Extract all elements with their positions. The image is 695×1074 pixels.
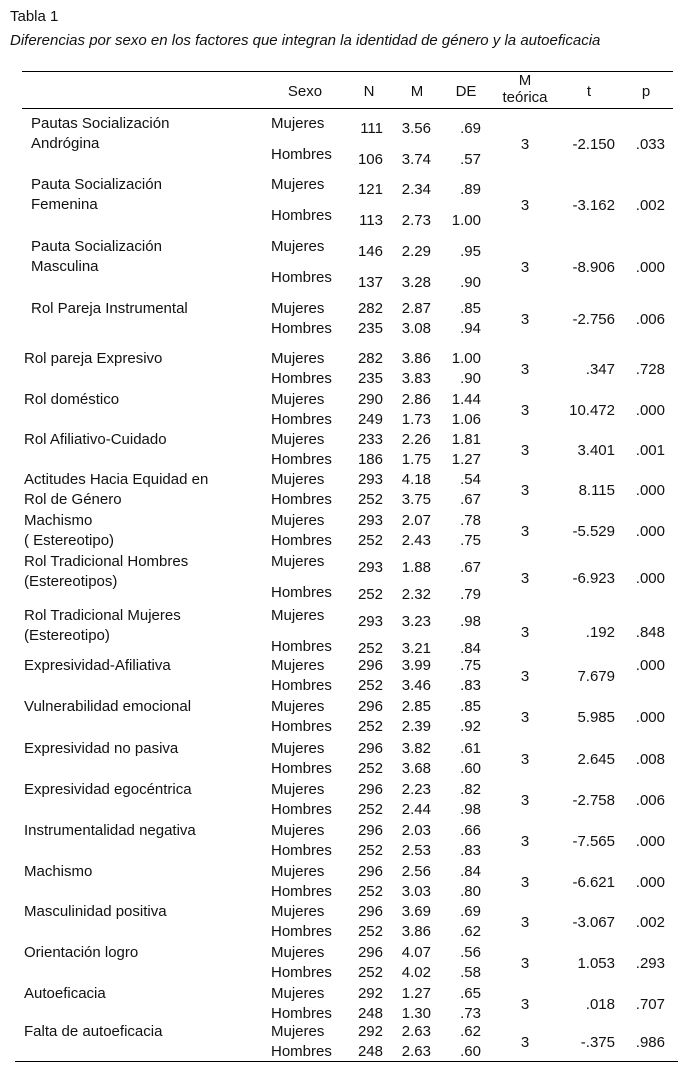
m-teorica-cell: 3 bbox=[520, 361, 530, 378]
n-cell: 252 bbox=[357, 842, 383, 859]
de-cell: .85 bbox=[460, 300, 481, 317]
n-cell: 111 bbox=[360, 120, 383, 137]
p-cell: .000 bbox=[635, 259, 665, 276]
sexo-cell: Hombres bbox=[271, 411, 332, 428]
de-cell: 1.00 bbox=[451, 212, 481, 229]
m-cell: 2.29 bbox=[401, 243, 431, 260]
bottom-rule bbox=[15, 1061, 678, 1062]
factor-label: Rol pareja Expresivo bbox=[24, 350, 163, 367]
t-cell: 5.985 bbox=[577, 709, 615, 726]
de-cell: .84 bbox=[460, 640, 481, 657]
sexo-cell: Hombres bbox=[271, 451, 332, 468]
n-cell: 296 bbox=[357, 944, 383, 961]
sexo-cell: Mujeres bbox=[271, 553, 325, 570]
header-m-teorica-line2: teórica bbox=[502, 89, 548, 106]
m-cell: 2.32 bbox=[401, 586, 431, 603]
t-cell: -7.565 bbox=[572, 833, 615, 850]
sexo-cell: Mujeres bbox=[271, 350, 325, 367]
sexo-cell: Mujeres bbox=[271, 822, 325, 839]
de-cell: .84 bbox=[460, 863, 481, 880]
sexo-cell: Mujeres bbox=[271, 740, 325, 757]
factor-label: Masculinidad positiva bbox=[24, 903, 167, 920]
t-cell: 2.645 bbox=[577, 751, 615, 768]
factor-label: Orientación logro bbox=[24, 944, 139, 961]
m-cell: 3.74 bbox=[401, 151, 431, 168]
factor-label: Machismo bbox=[24, 863, 93, 880]
de-cell: .62 bbox=[460, 1023, 481, 1040]
p-cell: .986 bbox=[635, 1034, 665, 1051]
header-de: DE bbox=[455, 83, 477, 100]
t-cell: .347 bbox=[585, 361, 615, 378]
m-cell: 2.07 bbox=[401, 512, 431, 529]
n-cell: 121 bbox=[357, 181, 383, 198]
t-cell: 1.053 bbox=[577, 955, 615, 972]
de-cell: .75 bbox=[460, 532, 481, 549]
n-cell: 293 bbox=[357, 512, 383, 529]
sexo-cell: Hombres bbox=[271, 638, 332, 655]
de-cell: .98 bbox=[460, 613, 481, 630]
n-cell: 290 bbox=[357, 391, 383, 408]
n-cell: 248 bbox=[357, 1043, 383, 1060]
sexo-cell: Hombres bbox=[271, 801, 332, 818]
t-cell: 10.472 bbox=[569, 402, 615, 419]
n-cell: 282 bbox=[357, 350, 383, 367]
t-cell: -6.621 bbox=[572, 874, 615, 891]
m-cell: 3.23 bbox=[401, 613, 431, 630]
sexo-cell: Mujeres bbox=[271, 176, 325, 193]
t-cell: -2.758 bbox=[572, 792, 615, 809]
n-cell: 235 bbox=[357, 370, 383, 387]
m-teorica-cell: 3 bbox=[520, 624, 530, 641]
factor-label: (Estereotipo) bbox=[24, 627, 110, 644]
p-cell: .002 bbox=[635, 197, 665, 214]
sexo-cell: Hombres bbox=[271, 1043, 332, 1060]
m-cell: 2.85 bbox=[401, 698, 431, 715]
de-cell: .62 bbox=[460, 923, 481, 940]
de-cell: .95 bbox=[460, 243, 481, 260]
de-cell: .60 bbox=[460, 760, 481, 777]
de-cell: .89 bbox=[460, 181, 481, 198]
n-cell: 282 bbox=[357, 300, 383, 317]
m-cell: 3.69 bbox=[401, 903, 431, 920]
factor-label: Andrógina bbox=[31, 135, 100, 152]
de-cell: .67 bbox=[460, 491, 481, 508]
de-cell: .85 bbox=[460, 698, 481, 715]
m-cell: 3.86 bbox=[401, 923, 431, 940]
n-cell: 106 bbox=[357, 151, 383, 168]
sexo-cell: Hombres bbox=[271, 923, 332, 940]
n-cell: 293 bbox=[357, 471, 383, 488]
sexo-cell: Mujeres bbox=[271, 607, 325, 624]
m-teorica-cell: 3 bbox=[520, 311, 530, 328]
m-cell: 1.27 bbox=[401, 985, 431, 1002]
factor-label: Instrumentalidad negativa bbox=[24, 822, 196, 839]
factor-label: Pautas Socialización bbox=[31, 115, 170, 132]
de-cell: .94 bbox=[460, 320, 481, 337]
m-cell: 3.82 bbox=[401, 740, 431, 757]
m-cell: 2.63 bbox=[401, 1023, 431, 1040]
sexo-cell: Hombres bbox=[271, 370, 332, 387]
n-cell: 252 bbox=[357, 760, 383, 777]
sexo-cell: Mujeres bbox=[271, 115, 325, 132]
m-teorica-cell: 3 bbox=[520, 668, 530, 685]
table-caption: Diferencias por sexo en los factores que integran la identidad de género y la autoeficacia bbox=[10, 32, 601, 49]
sexo-cell: Hombres bbox=[271, 677, 332, 694]
factor-label: Expresividad-Afiliativa bbox=[24, 657, 171, 674]
n-cell: 296 bbox=[357, 822, 383, 839]
sexo-cell: Hombres bbox=[271, 584, 332, 601]
sexo-cell: Mujeres bbox=[271, 512, 325, 529]
m-cell: 2.73 bbox=[401, 212, 431, 229]
de-cell: .65 bbox=[460, 985, 481, 1002]
sexo-cell: Hombres bbox=[271, 842, 332, 859]
t-cell: 8.115 bbox=[578, 482, 615, 499]
sexo-cell: Mujeres bbox=[271, 698, 325, 715]
m-cell: 3.03 bbox=[401, 883, 431, 900]
n-cell: 252 bbox=[357, 883, 383, 900]
sexo-cell: Hombres bbox=[271, 320, 332, 337]
m-teorica-cell: 3 bbox=[520, 874, 530, 891]
de-cell: .83 bbox=[460, 842, 481, 859]
factor-label: Rol de Género bbox=[24, 491, 122, 508]
t-cell: -2.150 bbox=[572, 136, 615, 153]
n-cell: 252 bbox=[357, 718, 383, 735]
n-cell: 252 bbox=[357, 964, 383, 981]
factor-label: Expresividad egocéntrica bbox=[24, 781, 192, 798]
de-cell: .58 bbox=[460, 964, 481, 981]
m-cell: 2.87 bbox=[401, 300, 431, 317]
m-cell: 3.68 bbox=[401, 760, 431, 777]
de-cell: .78 bbox=[460, 512, 481, 529]
n-cell: 296 bbox=[357, 781, 383, 798]
m-cell: 2.39 bbox=[401, 718, 431, 735]
header-sexo: Sexo bbox=[287, 83, 323, 100]
m-teorica-cell: 3 bbox=[520, 996, 530, 1013]
factor-label: Rol Pareja Instrumental bbox=[31, 300, 188, 317]
de-cell: .79 bbox=[460, 586, 481, 603]
n-cell: 252 bbox=[357, 586, 383, 603]
n-cell: 248 bbox=[357, 1005, 383, 1022]
p-cell: .033 bbox=[635, 136, 665, 153]
de-cell: 1.44 bbox=[451, 391, 481, 408]
n-cell: 252 bbox=[357, 923, 383, 940]
factor-label: Autoeficacia bbox=[24, 985, 106, 1002]
m-cell: 3.99 bbox=[401, 657, 431, 674]
p-cell: .000 bbox=[635, 833, 665, 850]
sexo-cell: Mujeres bbox=[271, 471, 325, 488]
t-cell: 7.679 bbox=[577, 668, 615, 685]
factor-label: ( Estereotipo) bbox=[24, 532, 115, 549]
m-teorica-cell: 3 bbox=[520, 792, 530, 809]
p-cell: .002 bbox=[635, 914, 665, 931]
m-teorica-cell: 3 bbox=[520, 1034, 530, 1051]
de-cell: .60 bbox=[460, 1043, 481, 1060]
m-teorica-cell: 3 bbox=[520, 259, 530, 276]
top-rule bbox=[22, 71, 673, 72]
t-cell: .018 bbox=[585, 996, 615, 1013]
sexo-cell: Mujeres bbox=[271, 391, 325, 408]
table-title: Tabla 1 bbox=[10, 8, 59, 25]
de-cell: .98 bbox=[460, 801, 481, 818]
de-cell: .57 bbox=[460, 151, 481, 168]
p-cell: .848 bbox=[635, 624, 665, 641]
de-cell: .69 bbox=[460, 903, 481, 920]
sexo-cell: Hombres bbox=[271, 146, 332, 163]
p-cell: .006 bbox=[635, 792, 665, 809]
m-cell: 4.07 bbox=[401, 944, 431, 961]
factor-label: Rol doméstico bbox=[24, 391, 120, 408]
n-cell: 252 bbox=[357, 677, 383, 694]
p-cell: .000 bbox=[635, 874, 665, 891]
m-cell: 3.86 bbox=[401, 350, 431, 367]
factor-label: Expresividad no pasiva bbox=[24, 740, 179, 757]
m-cell: 1.30 bbox=[401, 1005, 431, 1022]
m-teorica-cell: 3 bbox=[520, 955, 530, 972]
m-teorica-cell: 3 bbox=[520, 402, 530, 419]
p-cell: .000 bbox=[635, 657, 665, 674]
sexo-cell: Hombres bbox=[271, 718, 332, 735]
factor-label: Rol Tradicional Hombres bbox=[24, 553, 189, 570]
t-cell: -3.162 bbox=[572, 197, 615, 214]
header-t: t bbox=[586, 83, 592, 100]
t-cell: -6.923 bbox=[572, 570, 615, 587]
m-cell: 2.34 bbox=[401, 181, 431, 198]
factor-label: Femenina bbox=[31, 196, 98, 213]
sexo-cell: Mujeres bbox=[271, 985, 325, 1002]
de-cell: .80 bbox=[460, 883, 481, 900]
t-cell: 3.401 bbox=[577, 442, 615, 459]
n-cell: 252 bbox=[357, 491, 383, 508]
m-cell: 3.56 bbox=[401, 120, 431, 137]
de-cell: 1.81 bbox=[451, 431, 481, 448]
p-cell: .293 bbox=[635, 955, 665, 972]
sexo-cell: Hombres bbox=[271, 491, 332, 508]
header-rule bbox=[22, 108, 673, 109]
n-cell: 252 bbox=[357, 532, 383, 549]
n-cell: 296 bbox=[357, 740, 383, 757]
m-cell: 1.88 bbox=[401, 559, 431, 576]
sexo-cell: Mujeres bbox=[271, 300, 325, 317]
factor-label: Falta de autoeficacia bbox=[24, 1023, 163, 1040]
t-cell: -2.756 bbox=[572, 311, 615, 328]
m-teorica-cell: 3 bbox=[520, 482, 530, 499]
header-m: M bbox=[410, 83, 424, 100]
m-cell: 2.44 bbox=[401, 801, 431, 818]
n-cell: 292 bbox=[357, 985, 383, 1002]
p-cell: .008 bbox=[635, 751, 665, 768]
m-teorica-cell: 3 bbox=[520, 709, 530, 726]
de-cell: .61 bbox=[460, 740, 481, 757]
p-cell: .728 bbox=[635, 361, 665, 378]
n-cell: 235 bbox=[357, 320, 383, 337]
p-cell: .000 bbox=[635, 570, 665, 587]
m-cell: 2.26 bbox=[401, 431, 431, 448]
factor-label: Pauta Socialización bbox=[31, 238, 162, 255]
de-cell: .73 bbox=[460, 1005, 481, 1022]
factor-label: Actitudes Hacia Equidad en bbox=[24, 471, 209, 488]
p-cell: .000 bbox=[635, 709, 665, 726]
de-cell: .75 bbox=[460, 657, 481, 674]
de-cell: 1.00 bbox=[451, 350, 481, 367]
m-teorica-cell: 3 bbox=[520, 136, 530, 153]
header-n: N bbox=[363, 83, 375, 100]
p-cell: .000 bbox=[635, 523, 665, 540]
n-cell: 293 bbox=[357, 559, 383, 576]
p-cell: .707 bbox=[635, 996, 665, 1013]
m-cell: 2.23 bbox=[401, 781, 431, 798]
m-teorica-cell: 3 bbox=[520, 914, 530, 931]
n-cell: 296 bbox=[357, 903, 383, 920]
de-cell: .90 bbox=[460, 370, 481, 387]
t-cell: -8.906 bbox=[572, 259, 615, 276]
m-cell: 3.46 bbox=[401, 677, 431, 694]
m-cell: 2.63 bbox=[401, 1043, 431, 1060]
sexo-cell: Hombres bbox=[271, 532, 332, 549]
n-cell: 293 bbox=[357, 613, 383, 630]
t-cell: -5.529 bbox=[572, 523, 615, 540]
de-cell: .67 bbox=[460, 559, 481, 576]
n-cell: 296 bbox=[357, 657, 383, 674]
sexo-cell: Hombres bbox=[271, 760, 332, 777]
header-m-teorica-line1: M bbox=[518, 72, 532, 89]
p-cell: .001 bbox=[635, 442, 665, 459]
p-cell: .000 bbox=[635, 482, 665, 499]
factor-label: Rol Tradicional Mujeres bbox=[24, 607, 181, 624]
t-cell: .192 bbox=[585, 624, 615, 641]
m-teorica-cell: 3 bbox=[520, 570, 530, 587]
sexo-cell: Mujeres bbox=[271, 1023, 325, 1040]
m-cell: 3.83 bbox=[401, 370, 431, 387]
sexo-cell: Hombres bbox=[271, 1005, 332, 1022]
n-cell: 292 bbox=[357, 1023, 383, 1040]
de-cell: 1.06 bbox=[451, 411, 481, 428]
m-cell: 3.28 bbox=[401, 274, 431, 291]
m-cell: 4.18 bbox=[401, 471, 431, 488]
sexo-cell: Mujeres bbox=[271, 431, 325, 448]
factor-label: Rol Afiliativo-Cuidado bbox=[24, 431, 167, 448]
p-cell: .000 bbox=[635, 402, 665, 419]
n-cell: 249 bbox=[357, 411, 383, 428]
n-cell: 146 bbox=[357, 243, 383, 260]
t-cell: -3.067 bbox=[572, 914, 615, 931]
sexo-cell: Hombres bbox=[271, 269, 332, 286]
n-cell: 296 bbox=[357, 863, 383, 880]
sexo-cell: Mujeres bbox=[271, 903, 325, 920]
m-cell: 2.56 bbox=[401, 863, 431, 880]
de-cell: .56 bbox=[460, 944, 481, 961]
factor-label: Masculina bbox=[31, 258, 99, 275]
n-cell: 252 bbox=[357, 640, 383, 657]
sexo-cell: Mujeres bbox=[271, 863, 325, 880]
sexo-cell: Hombres bbox=[271, 964, 332, 981]
de-cell: .66 bbox=[460, 822, 481, 839]
m-teorica-cell: 3 bbox=[520, 751, 530, 768]
factor-label: (Estereotipos) bbox=[24, 573, 118, 590]
de-cell: .69 bbox=[460, 120, 481, 137]
de-cell: .90 bbox=[460, 274, 481, 291]
de-cell: 1.27 bbox=[451, 451, 481, 468]
n-cell: 113 bbox=[359, 212, 383, 229]
n-cell: 233 bbox=[357, 431, 383, 448]
de-cell: .82 bbox=[460, 781, 481, 798]
header-p: p bbox=[641, 83, 651, 100]
factor-label: Vulnerabilidad emocional bbox=[24, 698, 192, 715]
t-cell: -.375 bbox=[580, 1034, 615, 1051]
n-cell: 296 bbox=[357, 698, 383, 715]
de-cell: .54 bbox=[460, 471, 481, 488]
de-cell: .92 bbox=[460, 718, 481, 735]
m-cell: 2.53 bbox=[401, 842, 431, 859]
m-cell: 2.03 bbox=[401, 822, 431, 839]
m-teorica-cell: 3 bbox=[520, 523, 530, 540]
m-teorica-cell: 3 bbox=[520, 833, 530, 850]
sexo-cell: Hombres bbox=[271, 207, 332, 224]
n-cell: 252 bbox=[357, 801, 383, 818]
m-teorica-cell: 3 bbox=[520, 197, 530, 214]
n-cell: 137 bbox=[357, 274, 383, 291]
sexo-cell: Mujeres bbox=[271, 238, 325, 255]
sexo-cell: Mujeres bbox=[271, 781, 325, 798]
m-cell: 3.75 bbox=[401, 491, 431, 508]
m-cell: 4.02 bbox=[401, 964, 431, 981]
m-cell: 3.08 bbox=[401, 320, 431, 337]
sexo-cell: Mujeres bbox=[271, 657, 325, 674]
de-cell: .83 bbox=[460, 677, 481, 694]
factor-label: Machismo bbox=[24, 512, 93, 529]
sexo-cell: Mujeres bbox=[271, 944, 325, 961]
m-teorica-cell: 3 bbox=[520, 442, 530, 459]
n-cell: 186 bbox=[357, 451, 383, 468]
sexo-cell: Hombres bbox=[271, 883, 332, 900]
m-cell: 1.75 bbox=[401, 451, 431, 468]
factor-label: Pauta Socialización bbox=[31, 176, 162, 193]
m-cell: 2.43 bbox=[401, 532, 431, 549]
p-cell: .006 bbox=[635, 311, 665, 328]
m-cell: 2.86 bbox=[401, 391, 431, 408]
m-cell: 3.21 bbox=[401, 640, 431, 657]
m-cell: 1.73 bbox=[401, 411, 431, 428]
